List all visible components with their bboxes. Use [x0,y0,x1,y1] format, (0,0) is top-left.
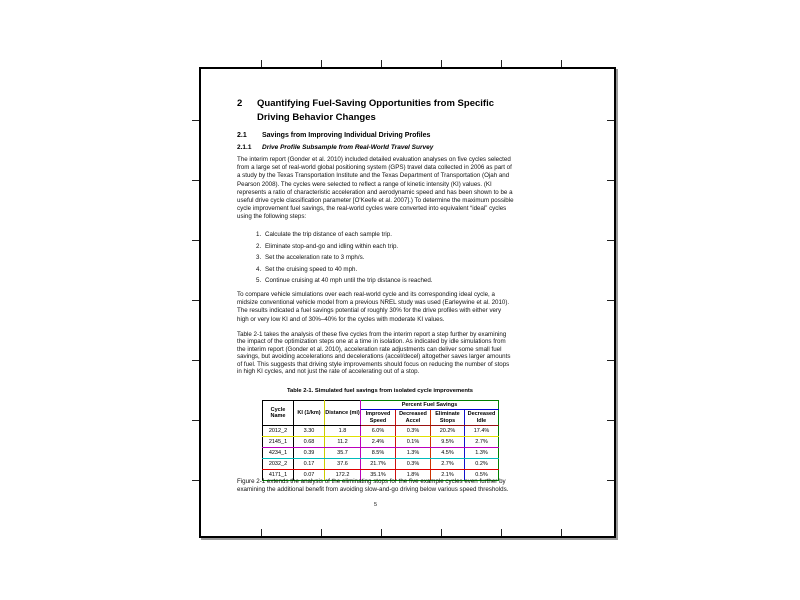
table-cell: 0.07 [294,470,325,481]
paragraph-simulation: To compare vehicle simulations over each real-world cycle and its corresponding ideal cycle, a midsize conventional vehicle model from a previous NREL study was used (Earleywine et al. 2010). The results indicated a fuel savings potential of roughly 30% for the drive profiles with either very high or very low KI and of 30%–40% for the cycles with moderate KI values. [237,291,510,323]
table-cell: 2.1% [431,470,465,481]
table-row [263,459,499,470]
table-cell: 2032_2 [263,459,294,470]
ruler-tick [261,60,262,67]
table-header-row-1 [263,401,499,410]
table-cell: 1.3% [396,448,431,459]
table-cell: 0.3% [396,426,431,437]
table-cell: 2145_1 [263,437,294,448]
table-cell: 20.2% [431,426,465,437]
ruler-tick [607,300,614,301]
paragraph-intro: The interim report (Gonder et al. 2010) included detailed evaluation analyses on five cycles selected from a large set of real-world global positioning system (GPS) travel data collected in 2006 as part of a study by the Texas Transportation Institute and the Texas Department of Transportation (Ojah and Pearson 2008). The cycles were selected to reflect a range of kinetic intensity (KI) values. (KI represents a ratio of characteristic acceleration and aerodynamic speed and has been shown to be a useful drive cycle classification parameter [O'Keefe et al. 2007].) To determine the maximum possible cycle improvement fuel savings, the real-world cycles were converted into equivalent “ideal” cycles using the following steps: [237,156,514,221]
list-item-number: 1. [256,231,262,238]
table-cell: 4171_1 [263,470,294,481]
table-cell: 0.3% [396,459,431,470]
list-item [256,277,514,285]
section-number: 2.1 [237,132,247,139]
table-cell: 1.8 [325,426,361,437]
ruler-tick [607,120,614,121]
table-cell: 6.0% [361,426,396,437]
ruler-tick [501,529,502,536]
table-cell: 11.2 [325,437,361,448]
subsection-title: Drive Profile Subsample from Real-World Travel Survey [262,144,434,151]
ruler-tick [321,529,322,536]
table-cell: 2.7% [465,437,499,448]
table-cell: 35.1% [361,470,396,481]
sub-header-improved-speed: Improved Speed [361,410,396,426]
table-cell: 172.2 [325,470,361,481]
table-row [263,437,499,448]
table-cell: 0.68 [294,437,325,448]
ruler-tick [192,120,199,121]
ruler-tick [561,529,562,536]
ruler-tick [192,180,199,181]
list-item-number: 2. [256,242,262,250]
ruler-tick [441,60,442,67]
ruler-tick [192,360,199,361]
table-cell: 0.1% [396,437,431,448]
table-cell: 2.4% [361,437,396,448]
table-cell: 2012_2 [263,426,294,437]
table-cell: 0.17 [294,459,325,470]
fuel-savings-table-body [263,426,499,481]
ruler-tick [607,180,614,181]
table-cell: 9.5% [431,437,465,448]
list-item-text: Set the cruising speed to 40 mph. [265,265,358,273]
section-title: Savings from Improving Individual Driving Profiles [262,132,431,139]
ruler-tick [381,60,382,67]
sub-header-decreased-idle: Decreased Idle [465,410,499,426]
ruler-tick [607,240,614,241]
table-cell: 8.5% [361,448,396,459]
list-item-number: 5. [256,277,262,285]
table-cell: 17.4% [465,426,499,437]
ruler-tick [441,529,442,536]
col-header-cycle-name: Cycle Name [263,401,294,426]
table-row [263,448,499,459]
table-cell: 2.7% [431,459,465,470]
table-cell: 1.8% [396,470,431,481]
ruler-tick [192,480,199,481]
ruler-tick [607,480,614,481]
ruler-tick [192,420,199,421]
list-item-number: 4. [256,265,262,273]
ruler-tick [321,60,322,67]
table-cell: 0.5% [465,470,499,481]
table-row [263,426,499,437]
sub-header-eliminate-stops: Eliminate Stops [431,410,465,426]
list-item-text: Set the acceleration rate to 3 mph/s. [265,254,365,262]
list-item-text: Continue cruising at 40 mph until the trip distance is reached. [265,277,433,285]
table-cell: 3.30 [294,426,325,437]
page-frame [199,67,616,538]
page-number: 5 [373,502,378,508]
paragraph-table-discussion: Table 2-1 takes the analysis of these five cycles from the interim report a step further by examining the impact of the optimization steps one at a time in isolation. As indicated by idle simulations from the interim report (Gonder et al. 2010), acceleration rate adjustments can deliver some small fuel savings, but avoiding accelerations and decelerations (accel/decel) altogether saves larger amounts of fuel. This suggests that driving style improvements should focus on reducing the number of stops in high KI cycles, and not just the rate of accelerating out of a stop. [237,331,511,376]
table-cell: 35.7 [325,448,361,459]
chapter-heading [237,97,514,124]
col-header-ki: KI (1/km) [294,401,325,426]
col-header-distance: Distance (mi) [325,401,361,426]
table-cell: 0.39 [294,448,325,459]
list-item [256,254,514,262]
paragraph-figure-reference: Figure 2-1 extends the analysis of the eliminating stops for the five example cycles even further by examining the additional benefit from avoiding slow-and-go driving below various speed thresholds. [237,478,509,494]
list-item-text: Calculate the trip distance of each sample trip. [265,231,392,238]
ruler-tick [381,529,382,536]
list-item-number: 3. [256,254,262,262]
table-cell: 37.6 [325,459,361,470]
fuel-savings-table [262,400,498,481]
section-heading [237,131,514,140]
list-item [256,243,514,251]
ruler-tick [607,360,614,361]
ideal-cycle-steps [256,231,514,289]
group-header-percent-fuel-savings: Percent Fuel Savings [361,401,499,410]
ruler-tick [501,60,502,67]
ruler-tick [261,529,262,536]
ruler-tick [561,60,562,67]
list-item [256,231,514,239]
ruler-tick [192,300,199,301]
ruler-tick [607,420,614,421]
table-cell: 21.7% [361,459,396,470]
ruler-tick [192,240,199,241]
chapter-title: Quantifying Fuel-Saving Opportunities from Specific Driving Behavior Changes [257,98,494,123]
table-cell: 4.5% [431,448,465,459]
table-cell: 4234_1 [263,448,294,459]
subsection-number: 2.1.1 [237,144,252,151]
table-cell: 1.3% [465,448,499,459]
subsection-heading [237,144,514,152]
chapter-number: 2 [237,98,243,109]
sub-header-decreased-accel: Decreased Accel [396,410,431,426]
list-item [256,266,514,274]
table-caption: Table 2-1. Simulated fuel savings from isolated cycle improvements [286,388,474,394]
list-item-text: Eliminate stop-and-go and idling within each trip. [265,242,399,250]
table-cell: 0.2% [465,459,499,470]
